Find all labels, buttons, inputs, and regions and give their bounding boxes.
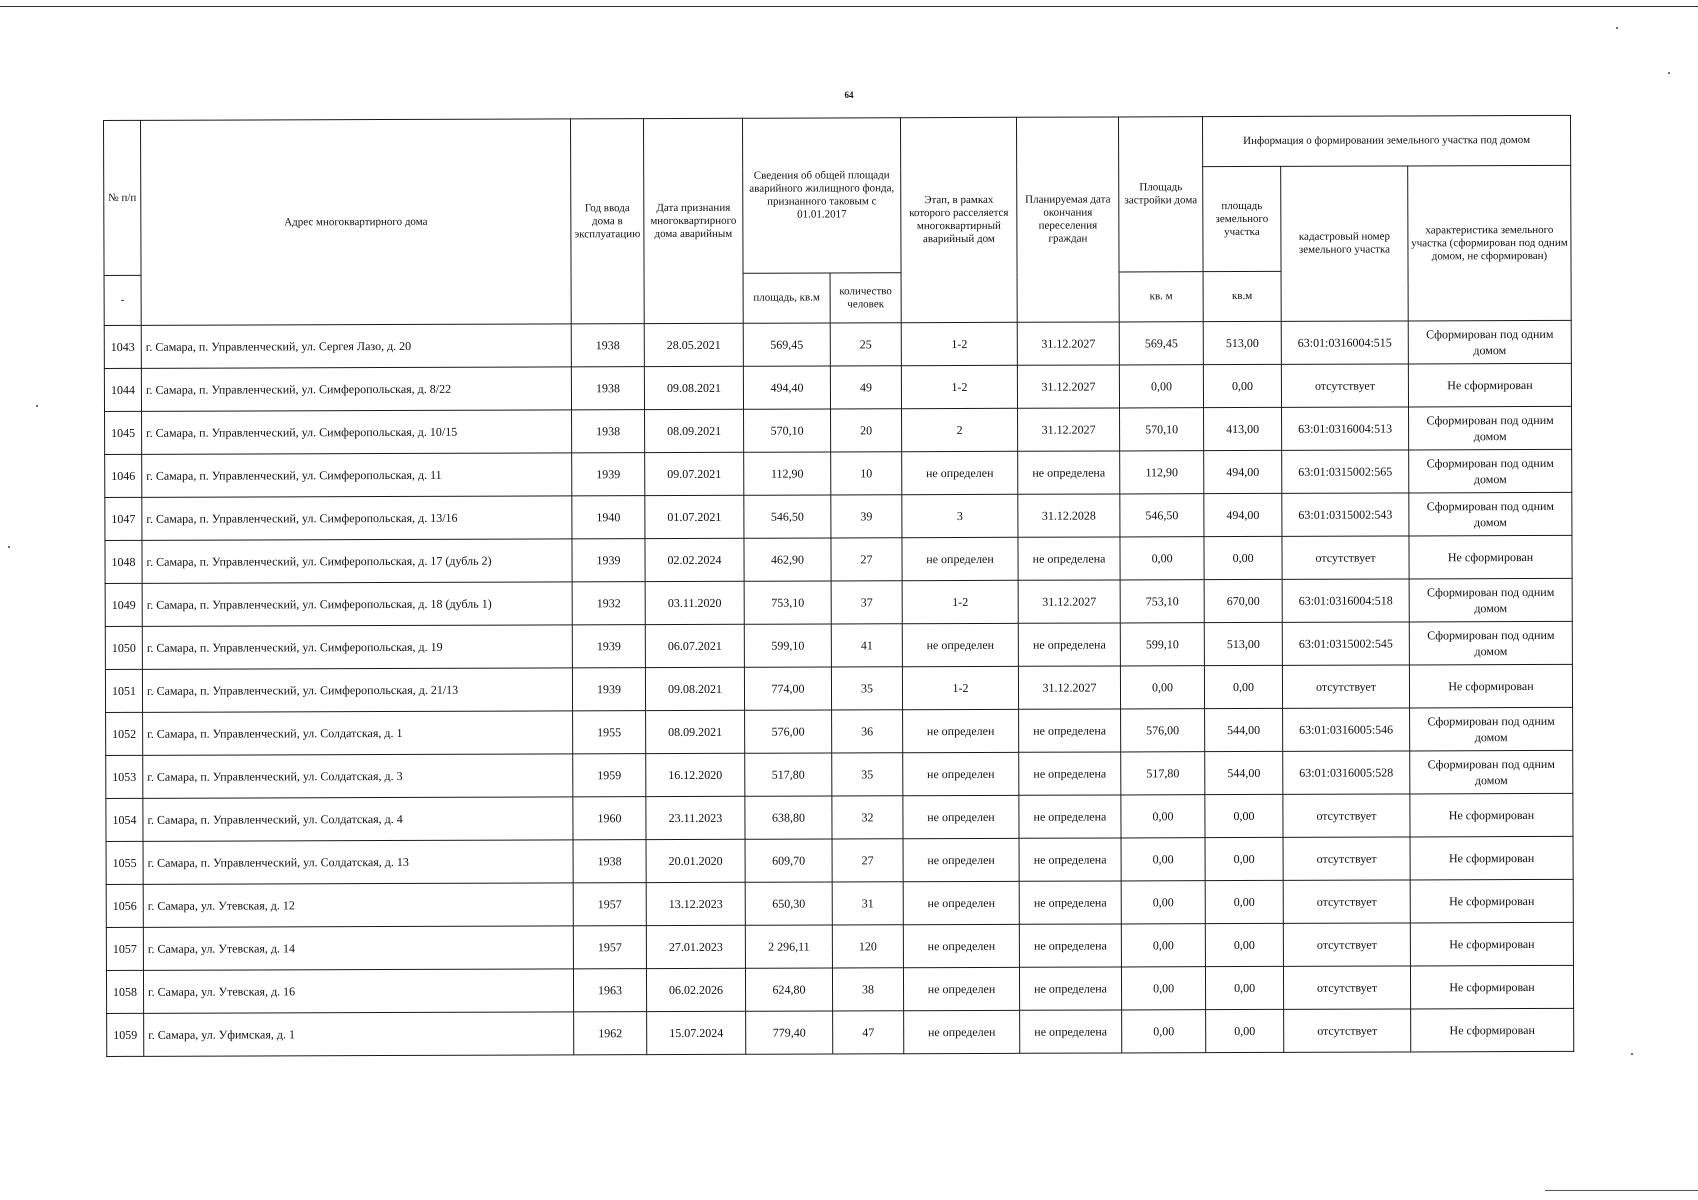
row-planned-date: 31.12.2027 — [1017, 322, 1119, 365]
row-planned-date: 31.12.2027 — [1018, 580, 1120, 623]
row-stage: не определен — [903, 795, 1019, 838]
row-cadastral-number: отсутствует — [1283, 794, 1410, 837]
row-land-area: 494,00 — [1204, 450, 1282, 493]
row-people: 27 — [832, 839, 903, 882]
row-recognition-date: 08.09.2021 — [646, 710, 745, 753]
row-year: 1932 — [572, 582, 645, 625]
row-building-area: 753,10 — [1120, 580, 1204, 623]
row-land-characteristic: Сформирован под одним домом — [1409, 621, 1572, 665]
row-land-area: 0,00 — [1205, 923, 1283, 966]
header-planned-date: Планируемая дата окончания переселения граждан — [1017, 117, 1120, 322]
row-area: 599,10 — [744, 624, 831, 667]
row-people: 47 — [833, 1011, 904, 1054]
row-address: г. Самара, ул. Утевская, д. 14 — [143, 926, 573, 971]
scan-speck — [1631, 1053, 1633, 1055]
row-planned-date: не определена — [1018, 623, 1120, 666]
row-recognition-date: 27.01.2023 — [646, 925, 745, 968]
table-row — [106, 922, 1573, 970]
row-address: г. Самара, п. Управленческий, ул. Симферопольская, д. 18 (дубль 1) — [142, 582, 572, 627]
row-cadastral-number: 63:01:0316004:515 — [1281, 321, 1408, 364]
row-recognition-date: 01.07.2021 — [645, 495, 744, 538]
row-number: 1043 — [104, 325, 141, 368]
row-recognition-date: 08.09.2021 — [645, 409, 744, 452]
row-people: 32 — [832, 796, 903, 839]
row-land-area: 544,00 — [1205, 751, 1283, 794]
row-planned-date: 31.12.2028 — [1018, 494, 1120, 537]
row-year: 1939 — [572, 453, 645, 496]
row-number: 1048 — [105, 540, 142, 583]
row-land-characteristic: Сформирован под одним домом — [1409, 449, 1572, 493]
row-year: 1939 — [572, 539, 645, 582]
row-recognition-date: 09.07.2021 — [645, 452, 744, 495]
row-building-area: 576,00 — [1121, 709, 1205, 752]
row-cadastral-number: 63:01:0315002:545 — [1282, 622, 1409, 665]
row-cadastral-number: отсутствует — [1284, 1009, 1411, 1052]
header-emergency-fund-info: Сведения об общей площади аварийного жилищного фонда, признанного таковым с 01.01.2017 — [742, 118, 901, 274]
row-planned-date: 31.12.2027 — [1018, 408, 1120, 451]
row-recognition-date: 03.11.2020 — [645, 581, 744, 624]
row-planned-date: не определена — [1019, 795, 1121, 838]
table-row — [106, 965, 1573, 1013]
row-cadastral-number: 63:01:0315002:565 — [1282, 450, 1409, 493]
row-year: 1939 — [572, 625, 645, 668]
row-year: 1957 — [573, 883, 646, 926]
row-area: 638,80 — [745, 796, 832, 839]
row-people: 27 — [831, 538, 902, 581]
header-building-area-unit: кв. м — [1119, 272, 1203, 322]
row-cadastral-number: 63:01:0316005:528 — [1283, 751, 1410, 794]
row-stage: не определен — [903, 967, 1019, 1010]
row-cadastral-number: 63:01:0316005:546 — [1283, 708, 1410, 751]
row-year: 1938 — [573, 840, 646, 883]
row-building-area: 569,45 — [1119, 322, 1203, 365]
row-people: 38 — [832, 968, 903, 1011]
header-people-count: количество человек — [830, 273, 901, 323]
row-building-area: 0,00 — [1121, 967, 1205, 1010]
row-cadastral-number: 63:01:0316004:518 — [1282, 579, 1409, 622]
row-area: 609,70 — [745, 839, 832, 882]
table-row — [105, 449, 1572, 497]
table-row — [107, 1008, 1574, 1056]
row-planned-date: не определена — [1018, 451, 1120, 494]
row-building-area: 0,00 — [1121, 795, 1205, 838]
row-land-characteristic: Сформирован под одним домом — [1409, 492, 1572, 536]
row-cadastral-number: отсутствует — [1283, 837, 1410, 880]
row-people: 20 — [831, 409, 902, 452]
emergency-housing-table — [103, 115, 1574, 1057]
row-area: 112,90 — [744, 452, 831, 495]
row-recognition-date: 02.02.2024 — [645, 538, 744, 581]
row-cadastral-number: отсутствует — [1283, 966, 1410, 1009]
header-land-area-unit: кв.м — [1203, 271, 1281, 321]
row-land-area: 544,00 — [1205, 708, 1283, 751]
row-land-area: 0,00 — [1206, 1009, 1284, 1052]
row-number: 1050 — [105, 626, 142, 669]
row-planned-date: 31.12.2027 — [1017, 365, 1119, 408]
row-planned-date: не определена — [1019, 967, 1121, 1010]
row-land-characteristic: Не сформирован — [1410, 836, 1573, 880]
row-stage: 3 — [902, 494, 1018, 537]
row-year: 1938 — [571, 324, 644, 367]
row-building-area: 0,00 — [1121, 924, 1205, 967]
row-number: 1045 — [105, 411, 142, 454]
row-area: 462,90 — [744, 538, 831, 581]
row-recognition-date: 09.08.2021 — [645, 667, 744, 710]
row-cadastral-number: отсутствует — [1281, 364, 1408, 407]
row-land-characteristic: Не сформирован — [1409, 664, 1572, 708]
row-building-area: 0,00 — [1122, 1010, 1206, 1053]
row-stage: не определен — [902, 451, 1018, 494]
row-land-area: 0,00 — [1203, 364, 1281, 407]
row-cadastral-number: отсутствует — [1283, 923, 1410, 966]
row-year: 1963 — [573, 969, 646, 1012]
row-land-characteristic: Не сформирован — [1410, 922, 1573, 966]
row-cadastral-number: отсутствует — [1283, 880, 1410, 923]
row-land-characteristic: Не сформирован — [1411, 1008, 1574, 1052]
row-year: 1938 — [571, 367, 644, 410]
row-land-characteristic: Сформирован под одним домом — [1410, 707, 1573, 751]
row-area: 2 296,11 — [745, 925, 832, 968]
row-planned-date: не определена — [1019, 752, 1121, 795]
row-cadastral-number: 63:01:0315002:543 — [1282, 493, 1409, 536]
row-cadastral-number: отсутствует — [1282, 536, 1409, 579]
row-year: 1940 — [572, 496, 645, 539]
row-area: 494,40 — [743, 366, 830, 409]
row-area: 650,30 — [745, 882, 832, 925]
table-row — [106, 750, 1573, 798]
row-land-area: 0,00 — [1205, 837, 1283, 880]
table-row — [104, 320, 1571, 368]
table-row — [106, 793, 1573, 841]
row-address: г. Самара, п. Управленческий, ул. Солдатская, д. 13 — [143, 840, 573, 885]
row-year: 1938 — [572, 410, 645, 453]
row-recognition-date: 16.12.2020 — [646, 753, 745, 796]
row-building-area: 517,80 — [1121, 752, 1205, 795]
row-land-area: 0,00 — [1205, 794, 1283, 837]
header-stage: Этап, в рамках которого расселяется многоквартирный аварийный дом — [901, 117, 1018, 322]
row-address: г. Самара, п. Управленческий, ул. Симферопольская, д. 17 (дубль 2) — [142, 539, 572, 584]
row-stage: не определен — [903, 752, 1019, 795]
table-row — [104, 363, 1571, 411]
row-area: 569,45 — [743, 323, 830, 366]
row-year: 1960 — [573, 797, 646, 840]
row-stage: не определен — [903, 924, 1019, 967]
row-number: 1057 — [106, 927, 143, 970]
row-address: г. Самара, п. Управленческий, ул. Симферопольская, д. 11 — [142, 453, 572, 498]
row-area: 517,80 — [745, 753, 832, 796]
row-stage: 1-2 — [902, 666, 1018, 709]
row-address: г. Самара, п. Управленческий, ул. Симферопольская, д. 8/22 — [141, 367, 571, 412]
row-land-characteristic: Не сформирован — [1410, 879, 1573, 923]
row-address: г. Самара, ул. Утевская, д. 16 — [143, 969, 573, 1014]
row-number: 1051 — [105, 669, 142, 712]
row-people: 35 — [831, 667, 902, 710]
row-stage: 1-2 — [901, 322, 1017, 365]
row-address: г. Самара, п. Управленческий, ул. Солдатская, д. 4 — [143, 797, 573, 842]
row-year: 1962 — [574, 1012, 647, 1055]
row-people: 10 — [831, 452, 902, 495]
row-number: 1047 — [105, 497, 142, 540]
row-people: 36 — [832, 710, 903, 753]
table-row — [105, 492, 1572, 540]
row-year: 1957 — [573, 926, 646, 969]
row-stage: не определен — [902, 623, 1018, 666]
header-cadastral-number: кадастровый номер земельного участка — [1281, 166, 1409, 321]
row-people: 37 — [831, 581, 902, 624]
row-number: 1046 — [105, 454, 142, 497]
row-cadastral-number: отсутствует — [1282, 665, 1409, 708]
row-address: г. Самара, п. Управленческий, ул. Симферопольская, д. 19 — [142, 625, 572, 670]
table-row — [105, 535, 1572, 583]
row-land-characteristic: Сформирован под одним домом — [1409, 578, 1572, 622]
table-row — [105, 578, 1572, 626]
header-area-sqm: площадь, кв.м — [743, 273, 830, 323]
row-land-characteristic: Не сформирован — [1409, 535, 1572, 579]
row-land-area: 0,00 — [1205, 966, 1283, 1009]
page-number: 64 — [844, 90, 854, 100]
row-building-area: 0,00 — [1121, 838, 1205, 881]
header-land-characteristic: характеристика земельного участка (сформирован под одним домом, не сформирован) — [1408, 165, 1572, 321]
row-number: 1059 — [107, 1013, 144, 1056]
row-year: 1939 — [572, 668, 645, 711]
table-row — [106, 836, 1573, 884]
row-people: 31 — [832, 882, 903, 925]
row-area: 753,10 — [744, 581, 831, 624]
row-address: г. Самара, п. Управленческий, ул. Симферопольская, д. 21/13 — [142, 668, 572, 713]
row-building-area: 570,10 — [1120, 408, 1204, 451]
top-scan-rule — [0, 6, 1698, 7]
row-number: 1058 — [106, 970, 143, 1013]
row-land-characteristic: Сформирован под одним домом — [1408, 320, 1571, 364]
row-cadastral-number: 63:01:0316004:513 — [1282, 407, 1409, 450]
row-building-area: 599,10 — [1120, 623, 1204, 666]
row-land-characteristic: Не сформирован — [1410, 793, 1573, 837]
row-number: 1054 — [106, 798, 143, 841]
row-planned-date: не определена — [1019, 881, 1121, 924]
row-building-area: 0,00 — [1119, 365, 1203, 408]
row-planned-date: не определена — [1020, 1010, 1122, 1053]
row-stage: не определен — [903, 709, 1019, 752]
row-planned-date: 31.12.2027 — [1018, 666, 1120, 709]
row-land-area: 494,00 — [1204, 493, 1282, 536]
row-area: 779,40 — [746, 1011, 833, 1054]
row-recognition-date: 23.11.2023 — [646, 796, 745, 839]
row-land-area: 413,00 — [1204, 407, 1282, 450]
row-people: 41 — [831, 624, 902, 667]
header-land-info: Информация о формировании земельного участка под домом — [1203, 115, 1571, 166]
row-stage: не определен — [903, 881, 1019, 924]
row-recognition-date: 13.12.2023 — [646, 882, 745, 925]
row-planned-date: не определена — [1019, 838, 1121, 881]
header-land-area: площадь земельного участка — [1203, 166, 1281, 271]
row-stage: не определен — [902, 537, 1018, 580]
row-people: 120 — [832, 925, 903, 968]
row-area: 570,10 — [744, 409, 831, 452]
row-recognition-date: 06.07.2021 — [645, 624, 744, 667]
row-stage: не определен — [903, 838, 1019, 881]
row-land-characteristic: Сформирован под одним домом — [1409, 406, 1572, 450]
row-address: г. Самара, п. Управленческий, ул. Сергея Лазо, д. 20 — [141, 324, 571, 369]
scan-speck — [36, 405, 38, 407]
row-building-area: 546,50 — [1120, 494, 1204, 537]
row-year: 1959 — [573, 754, 646, 797]
row-number: 1052 — [106, 712, 143, 755]
row-area: 546,50 — [744, 495, 831, 538]
row-address: г. Самара, п. Управленческий, ул. Солдатская, д. 1 — [143, 711, 573, 756]
row-stage: не определен — [904, 1010, 1020, 1053]
row-people: 39 — [831, 495, 902, 538]
header-no-dash: - — [104, 275, 141, 325]
table-row — [106, 879, 1573, 927]
row-recognition-date: 15.07.2024 — [647, 1011, 746, 1054]
row-land-area: 670,00 — [1204, 579, 1282, 622]
row-land-characteristic: Не сформирован — [1408, 363, 1571, 407]
row-address: г. Самара, ул. Уфимская, д. 1 — [144, 1012, 574, 1057]
row-planned-date: не определена — [1019, 924, 1121, 967]
scan-speck — [1668, 72, 1670, 74]
row-land-area: 0,00 — [1204, 665, 1282, 708]
row-people: 35 — [832, 753, 903, 796]
row-address: г. Самара, ул. Утевская, д. 12 — [143, 883, 573, 928]
row-recognition-date: 20.01.2020 — [646, 839, 745, 882]
row-people: 25 — [830, 323, 901, 366]
row-stage: 2 — [902, 408, 1018, 451]
row-people: 49 — [830, 366, 901, 409]
bottom-scan-rule — [1545, 1190, 1698, 1191]
table-row — [106, 707, 1573, 755]
row-building-area: 112,90 — [1120, 451, 1204, 494]
header-building-area: Площадь застройки дома — [1119, 117, 1204, 272]
row-area: 774,00 — [744, 667, 831, 710]
row-number: 1053 — [106, 755, 143, 798]
row-address: г. Самара, п. Управленческий, ул. Симферопольская, д. 10/15 — [142, 410, 572, 455]
table-row — [105, 621, 1572, 669]
row-area: 576,00 — [745, 710, 832, 753]
row-stage: 1-2 — [901, 365, 1017, 408]
row-land-area: 513,00 — [1204, 622, 1282, 665]
row-land-area: 0,00 — [1205, 880, 1283, 923]
header-no: № п/п — [104, 120, 142, 275]
row-year: 1955 — [573, 711, 646, 754]
row-land-characteristic: Не сформирован — [1410, 965, 1573, 1009]
header-address: Адрес многоквартирного дома — [141, 119, 572, 325]
header-year: Год ввода дома в эксплуатацию — [570, 119, 644, 324]
row-number: 1056 — [106, 884, 143, 927]
row-land-area: 0,00 — [1204, 536, 1282, 579]
row-planned-date: не определена — [1019, 709, 1121, 752]
header-recognition-date: Дата признания многоквартирного дома аварийным — [643, 118, 743, 323]
row-building-area: 0,00 — [1120, 537, 1204, 580]
row-number: 1055 — [106, 841, 143, 884]
row-land-characteristic: Сформирован под одним домом — [1410, 750, 1573, 794]
table-row — [105, 664, 1572, 712]
row-area: 624,80 — [745, 968, 832, 1011]
row-number: 1044 — [104, 368, 141, 411]
row-planned-date: не определена — [1018, 537, 1120, 580]
row-number: 1049 — [105, 583, 142, 626]
row-land-area: 513,00 — [1203, 321, 1281, 364]
row-recognition-date: 09.08.2021 — [644, 366, 743, 409]
table-row — [105, 406, 1572, 454]
row-recognition-date: 28.05.2021 — [644, 323, 743, 366]
row-recognition-date: 06.02.2026 — [646, 968, 745, 1011]
row-address: г. Самара, п. Управленческий, ул. Симферопольская, д. 13/16 — [142, 496, 572, 541]
row-building-area: 0,00 — [1121, 881, 1205, 924]
table-body — [104, 320, 1574, 1056]
scan-speck — [1616, 27, 1618, 29]
row-address: г. Самара, п. Управленческий, ул. Солдатская, д. 3 — [143, 754, 573, 799]
row-stage: 1-2 — [902, 580, 1018, 623]
scan-speck — [8, 546, 10, 548]
row-building-area: 0,00 — [1120, 666, 1204, 709]
